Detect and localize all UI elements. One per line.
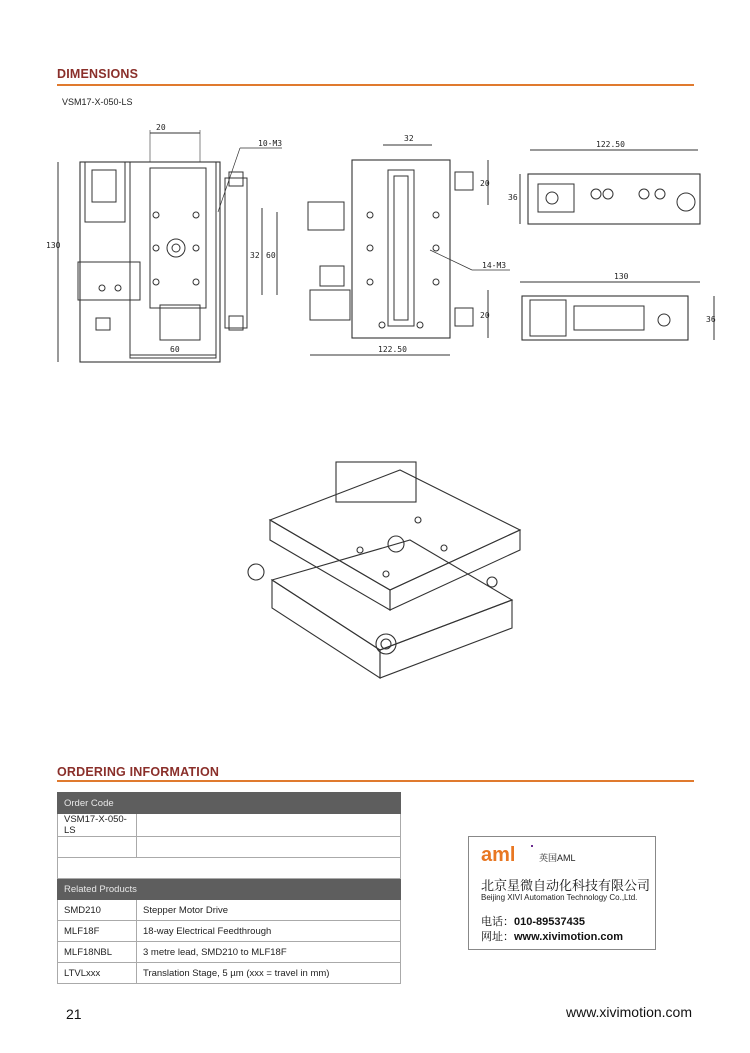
dim-side1-width: 122.50 [596,140,625,149]
dimensions-title: DIMENSIONS [57,67,139,81]
side-view-2-drawing [520,282,714,340]
order-desc-cell [137,837,401,858]
company-name-en: Beijing XIVI Automation Technology Co.,Ltd. [481,893,638,902]
phone-label: 电话： [481,916,514,928]
footer-url-link[interactable]: www.xivimotion.com [565,1004,692,1020]
order-code-cell [58,837,137,858]
dim-front-screw: 10-M3 [258,139,283,148]
product-desc-cell: 3 metre lead, SMD210 to MLF18F [137,942,401,963]
top-view-drawing [308,145,510,355]
web-line [481,928,623,944]
table-row [58,814,401,837]
page-number: 21 [66,1006,82,1022]
side-view-1-drawing [520,150,700,224]
product-code-cell: SMD210 [58,900,137,921]
product-desc-cell: Translation Stage, 5 µm (xxx = travel in mm) [137,963,401,984]
related-products-header: Related Products [58,879,401,900]
table-row [58,963,401,984]
dim-top-bottom: 122.50 [378,345,407,354]
dim-top-right-lower: 20 [480,311,490,320]
ordering-rule [57,780,694,782]
spacer-cell [58,858,401,879]
product-desc-cell: 18-way Electrical Feedthrough [137,921,401,942]
phone-number: 010-89537435 [514,916,585,928]
product-desc-cell: Stepper Motor Drive [137,900,401,921]
dim-side1-height: 36 [508,193,518,202]
table-spacer-row [58,858,401,879]
ordering-table [57,792,401,984]
aml-logo [481,845,535,870]
web-label: 网址： [481,931,514,943]
order-code-header: Order Code [58,793,401,814]
web-url: www.xivimotion.com [514,931,623,943]
table-row [58,900,401,921]
aml-logo-text: aml [481,845,516,865]
ordering-title: ORDERING INFORMATION [57,765,220,779]
table-row [58,921,401,942]
isometric-view-drawing [248,462,520,678]
dim-front-bottom: 60 [170,345,180,354]
company-name-cn: 北京星微自动化科技有限公司 [481,878,651,893]
dim-top-width: 32 [404,134,414,143]
brand-cn: 英国AML [539,853,576,863]
model-label: VSM17-X-050-LS [62,97,133,107]
table-row [58,837,401,858]
dim-front-v1: 32 [250,251,260,260]
order-desc-cell [137,814,401,837]
dim-side2-width: 130 [614,272,629,281]
table-row [58,942,401,963]
dim-top-right-upper: 20 [480,179,490,188]
phone-line [481,913,585,929]
company-card [468,836,656,950]
dim-side2-height: 36 [706,315,716,324]
related-header-row [58,879,401,900]
order-code-cell: VSM17-X-050-LS [58,814,137,837]
front-view-drawing [58,130,282,362]
product-code-cell: MLF18F [58,921,137,942]
product-code-cell: LTVLxxx [58,963,137,984]
product-code-cell: MLF18NBL [58,942,137,963]
order-code-header-row [58,793,401,814]
dim-front-height: 130 [46,241,61,250]
dim-front-v2: 60 [266,251,276,260]
dim-top-screw: 14-M3 [482,261,507,270]
dim-front-top-width: 20 [156,123,166,132]
